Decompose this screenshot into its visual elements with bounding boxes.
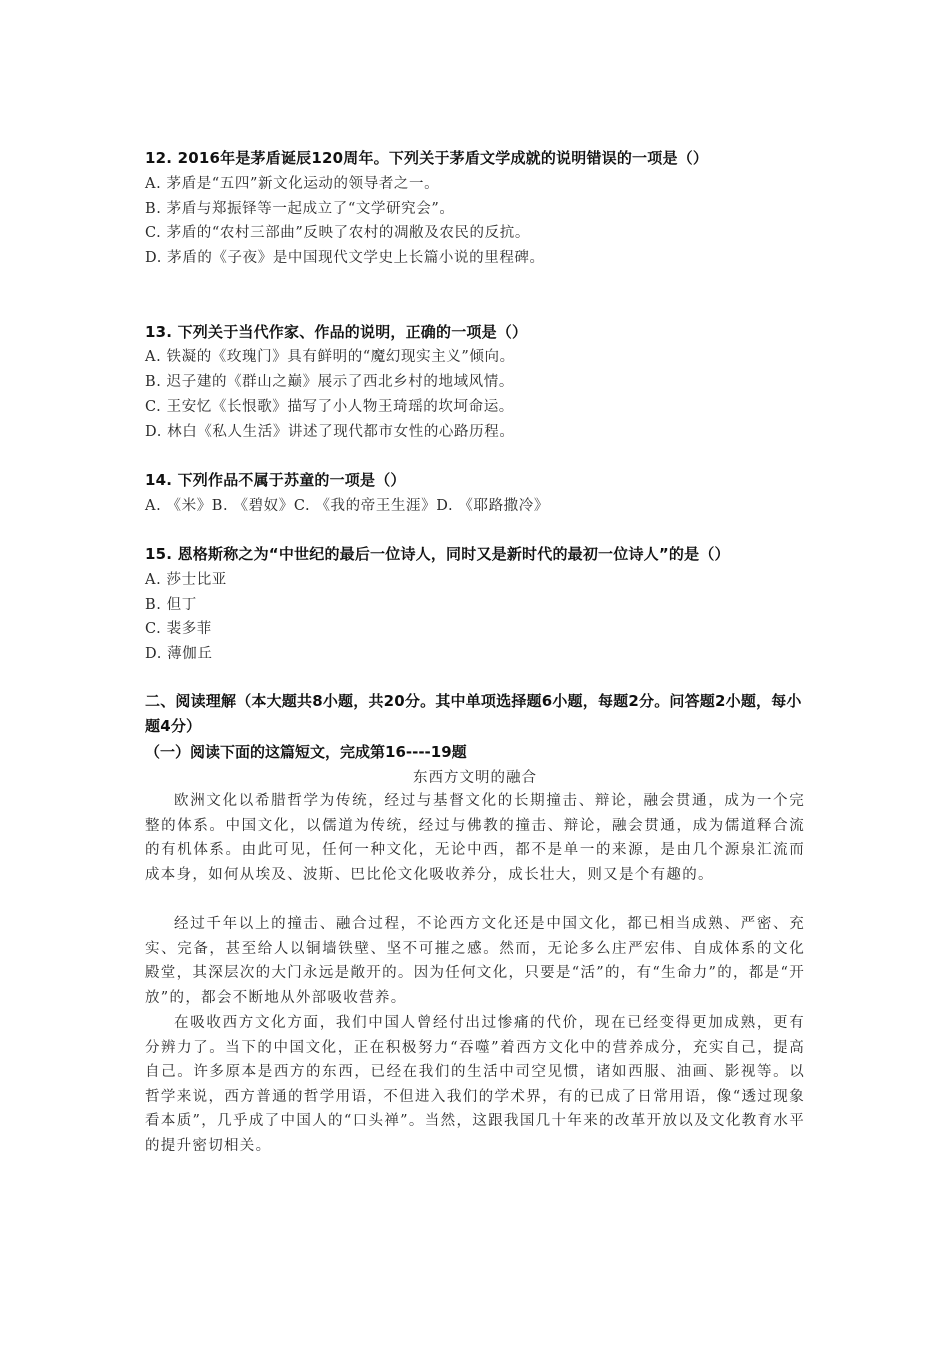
question-13-title: 13. 下列关于当代作家、作品的说明，正确的一项是（） [145,323,528,341]
question-13-option-a: A. 铁凝的《玫瑰门》具有鲜明的“魔幻现实主义”倾向。 [145,349,515,365]
question-12-option-c: C. 茅盾的“农村三部曲”反映了农村的凋敝及农民的反抗。 [145,225,530,241]
article-title: 东西方文明的融合 [413,770,537,786]
question-15-option-b: B. 但丁 [145,597,197,613]
article-paragraph-2: 经过千年以上的撞击、融合过程，不论西方文化还是中国文化，都已相当成熟、严密、充实、完备，甚至给人以铜墙铁壁、坚不可摧之感。然而，无论多么庄严宏伟、自成体系的文化殿堂，其深层次的大门永远是敞开的。因为任何文化，只要是“活”的，有“生命力”的，都是“开放”的，都会不断地从外部吸收营养。 [145,916,805,1006]
question-15-option-a: A. 莎士比亚 [145,572,227,588]
question-13-option-c: C. 王安忆《长恨歌》描写了小人物王琦瑶的坎坷命运。 [145,399,514,415]
question-13-option-d: D. 林白《私人生活》讲述了现代都市女性的心路历程。 [145,424,515,440]
article-paragraph-3: 在吸收西方文化方面，我们中国人曾经付出过惨痛的代价，现在已经变得更加成熟，更有分辨力了。当下的中国文化，正在积极努力“吞噬”着西方文化中的营养成分，充实自己，提高自己。许多原本是西方的东西，已经在我们的生活中司空见惯，诸如西服、油画、影视等。以哲学来说，西方普通的哲学用语，不但进入我们的学术界，有的已成了日常用语，像“透过现象看本质”，几乎成了中国人的“口头禅”。当然，这跟我国几十年来的改革开放以及文化教育水平的提升密切相关。 [145,1015,805,1154]
article-paragraph-1: 欧洲文化以希腊哲学为传统，经过与基督文化的长期撞击、辩论，融会贯通，成为一个完整的体系。中国文化，以儒道为传统，经过与佛教的撞击、辩论，融会贯通，成为儒道释合流的有机体系。由此可见，任何一种文化，无论中西，都不是单一的来源，是由几个源泉汇流而成本身，如何从埃及、波斯、巴比伦文化吸收养分，成长壮大，则又是个有趣的。 [145,793,805,883]
question-14-title: 14. 下列作品不属于苏童的一项是（） [145,471,406,489]
section-2-title: 二、阅读理解（本大题共8小题，共20分。其中单项选择题6小题，每题2分。问答题2小题，每小题4分） [145,692,802,735]
question-15-option-d: D. 薄伽丘 [145,646,213,662]
question-14-options: A. 《米》B. 《碧奴》C. 《我的帝王生涯》D. 《耶路撒冷》 [145,498,549,514]
question-13-option-b: B. 迟子建的《群山之巅》展示了西北乡村的地域风情。 [145,374,514,390]
question-15-title: 15. 恩格斯称之为“中世纪的最后一位诗人，同时又是新时代的最初一位诗人”的是（） [145,545,730,563]
question-12-option-d: D. 茅盾的《子夜》是中国现代文学史上长篇小说的里程碑。 [145,250,545,266]
section-2-subtitle: （一）阅读下面的这篇短文，完成第16----19题 [145,743,467,761]
question-12-option-b: B. 茅盾与郑振铎等一起成立了“文学研究会”。 [145,201,455,217]
question-12-title: 12. 2016年是茅盾诞辰120周年。下列关于茅盾文学成就的说明错误的一项是（） [145,149,709,167]
question-12-option-a: A. 茅盾是“五四”新文化运动的领导者之一。 [145,176,440,192]
question-15-option-c: C. 裴多菲 [145,621,212,637]
